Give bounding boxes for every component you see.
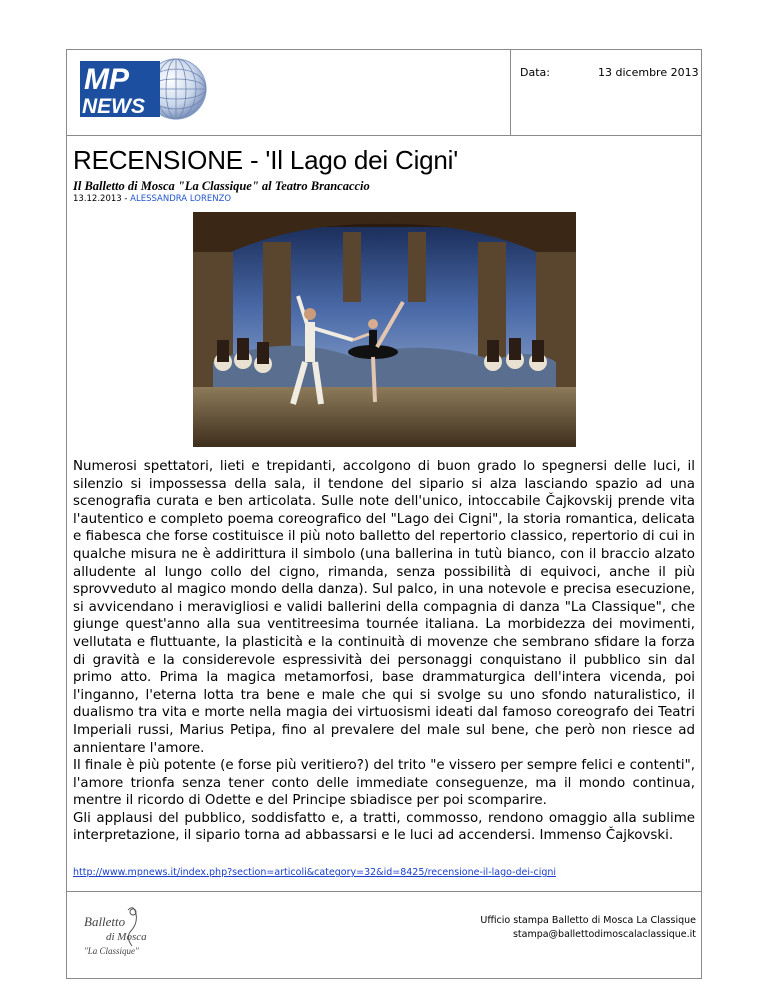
footer-divider	[66, 891, 702, 892]
article-byline	[73, 194, 231, 204]
svg-text:MP: MP	[84, 63, 129, 96]
svg-text:"La Classique": "La Classique"	[84, 946, 139, 956]
svg-text:Balletto: Balletto	[84, 914, 126, 929]
article-paragraph: Gli applausi del pubblico, soddisfatto e, a tratti, commosso, rendono omaggio alla sublime interpretazione, il sipario torna ad abbassarsi e le luci ad accendersi. Immenso Čajkovski.	[73, 810, 695, 844]
article-paragraph: Il finale è più potente (e forse più veritiero?) del trito "e vissero per sempre felici e contenti", l'amore trionfa senza tener conto delle immediate conseguenze, ma il mondo continua, mentre il ricordo di Odette e del Principe sbiadisce per poi scomparire.	[73, 758, 695, 809]
date-value: 13 dicembre 2013	[598, 66, 699, 79]
byline-separator: -	[121, 194, 131, 204]
svg-text:NEWS: NEWS	[82, 95, 145, 118]
press-office-contact	[480, 914, 696, 942]
press-office-label: Ufficio stampa Balletto di Mosca La Classique	[480, 915, 696, 926]
article-body	[73, 458, 695, 845]
article-title: RECENSIONE - 'Il Lago dei Cigni'	[73, 145, 459, 175]
article-date: 13.12.2013	[73, 194, 122, 204]
article-author[interactable]: ALESSANDRA LORENZO	[130, 194, 232, 204]
header-divider	[66, 135, 702, 136]
article-subtitle: Il Balletto di Mosca "La Classique" al Teatro Brancaccio	[73, 179, 370, 193]
press-office-email[interactable]: stampa@ballettodimoscalaclassique.it	[512, 929, 696, 940]
svg-text:di Mosca: di Mosca	[106, 931, 147, 943]
date-label: Data:	[520, 66, 550, 79]
mpnews-logo	[80, 58, 208, 120]
article-paragraph: Numerosi spettatori, lieti e trepidanti, accolgono di buon grado lo spegnersi delle luci, il silenzio si impossessa della sala, il tendone del sipario si alza lasciando spazio ad una scenografia curata e ben articolata. Sulle note dell'unico, intoccabile Čajkovskij prende vita l'autentico e completo poema coreografico del "Lago dei Cigni", la storia romantica, delicata e fiabesca che forse costituisce il più noto balletto del repertorio classico, repertorio di cui in qualche misura ne è addirittura il simbolo (una ballerina in tutù bianco, con il braccio alzato alludente al lungo collo del cigno, rimanda, senza possibilità di equivoci, anche il più sprovveduto al magico mondo della danza). Sul palco, in una notevole e precisa esecuzione, si avvicendano i meravigliosi e validi ballerini della compagnia di danza "La Classique", che giunge quest'anno alla sua ventitreesima tournée italiana. La morbidezza dei movimenti, vellutata e fluttuante, la plasticità e la continuità di movenze che sembrano sfidare la forza di gravità e la considerevole espressività dei personaggi conquistano il pubblico sin dal primo atto. Prima la magica metamorfosi, base drammaturgica dell'intera vicenda, poi l'inganno, l'eterna lotta tra bene e male che qui si svolge su uno sfondo naturalistico, il dualismo tra vita e morte nella magia dei virtuosismi ideati dal famoso coreografo dei Teatri Imperiali russi, Marius Petipa, fino al prevalere del male sul bene, che però non riesce ad annientare l'amore.	[73, 459, 695, 756]
balletto-di-mosca-logo	[76, 902, 186, 962]
header-column-divider	[510, 49, 511, 135]
article-source-link[interactable]: http://www.mpnews.it/index.php?section=articoli&category=32&id=8425/recensione-il-lago-dei-cigni	[73, 867, 557, 878]
ballet-stage-photo	[193, 212, 576, 447]
